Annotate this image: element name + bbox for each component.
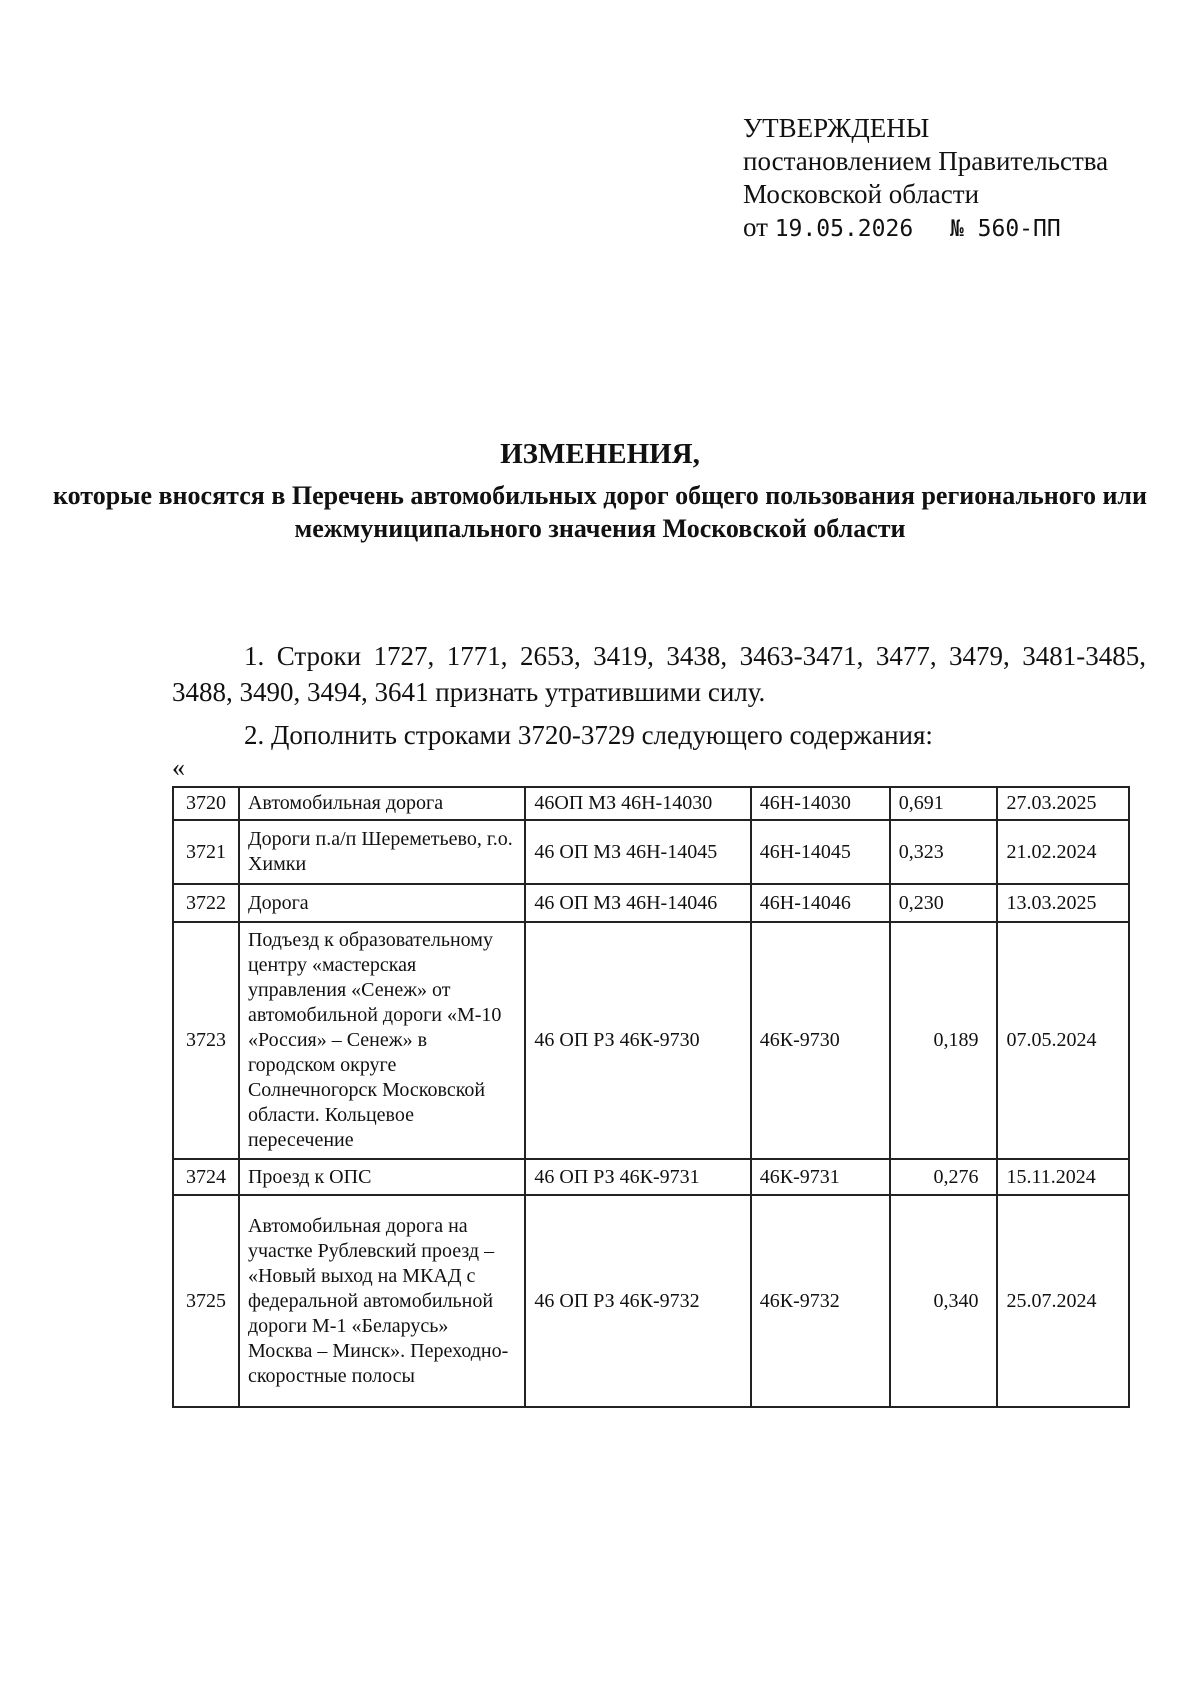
row-number: 3724 (173, 1159, 239, 1195)
road-name: Проезд к ОПС (239, 1159, 525, 1195)
road-name: Подъезд к образовательному центру «мастерская управления «Сенеж» от автомобильной дороги «М-10 «Россия» – Сенеж» в городском округе Солнечногорск Московской области. Кольцевое пересечение (239, 922, 525, 1159)
paragraph-1 (172, 638, 1146, 710)
road-date: 27.03.2025 (997, 787, 1129, 820)
paragraph-1-text: Строки 1727, 1771, 2653, 3419, 3438, 3463-3471, 3477, 3479, 3481-3485, 3488, 3490, 3494, 3641 признать утратившими силу. (172, 641, 1146, 707)
approval-line-1: УТВЕРЖДЕНЫ (743, 113, 930, 143)
approval-line-3: Московской области (743, 179, 980, 209)
table-row (173, 922, 1129, 1159)
approval-line-2: постановлением Правительства (743, 146, 1109, 176)
document-title: ИЗМЕНЕНИЯ, (500, 438, 700, 470)
road-id: 46ОП МЗ 46Н-14030 (525, 787, 750, 820)
road-id: 46 ОП МЗ 46Н-14046 (525, 884, 750, 922)
road-code: 46К-9731 (751, 1159, 890, 1195)
approval-date: 19.05.2026 (774, 216, 914, 242)
road-length: 0,230 (890, 884, 998, 922)
table-row (173, 787, 1129, 820)
table-row (173, 820, 1129, 884)
paragraph-1-number: 1. (244, 641, 265, 671)
document-subtitle (0, 479, 1200, 545)
road-code: 46К-9730 (751, 922, 890, 1159)
row-number: 3722 (173, 884, 239, 922)
opening-quote: « (172, 753, 185, 782)
table-row (173, 884, 1129, 922)
road-length: 0,276 (890, 1159, 998, 1195)
table-row (173, 1195, 1129, 1407)
road-id: 46 ОП МЗ 46Н-14045 (525, 820, 750, 884)
road-date: 25.07.2024 (997, 1195, 1129, 1407)
road-date: 07.05.2024 (997, 922, 1129, 1159)
road-code: 46Н-14030 (751, 787, 890, 820)
road-name: Дороги п.а/п Шереметьево, г.о. Химки (239, 820, 525, 884)
road-date: 13.03.2025 (997, 884, 1129, 922)
road-code: 46К-9732 (751, 1195, 890, 1407)
approval-date-prefix: от (743, 212, 768, 242)
road-date: 21.02.2024 (997, 820, 1129, 884)
road-id: 46 ОП РЗ 46К-9731 (525, 1159, 750, 1195)
road-name: Дорога (239, 884, 525, 922)
row-number: 3721 (173, 820, 239, 884)
road-id: 46 ОП РЗ 46К-9730 (525, 922, 750, 1159)
road-length: 0,340 (890, 1195, 998, 1407)
road-length: 0,691 (890, 787, 998, 820)
row-number: 3725 (173, 1195, 239, 1407)
paragraph-2: 2. Дополнить строками 3720-3729 следующего содержания: (244, 720, 933, 750)
road-name: Автомобильная дорога на участке Рублевский проезд – «Новый выход на МКАД с федеральной автомобильной дороги М-1 «Беларусь» Москва – Минск». Переходно-скоростные полосы (239, 1195, 525, 1407)
road-code: 46Н-14045 (751, 820, 890, 884)
road-id: 46 ОП РЗ 46К-9732 (525, 1195, 750, 1407)
table-row (173, 1159, 1129, 1195)
road-name: Автомобильная дорога (239, 787, 525, 820)
approval-stamp (743, 112, 1108, 246)
approval-number: № 560-ПП (949, 216, 1061, 242)
row-number: 3720 (173, 787, 239, 820)
approval-date-line (743, 211, 1108, 246)
road-length: 0,189 (890, 922, 998, 1159)
row-number: 3723 (173, 922, 239, 1159)
subtitle-text: которые вносятся в Перечень автомобильных дорог общего пользования регионального или межмуниципального значения Московской области (52, 481, 1147, 543)
road-code: 46Н-14046 (751, 884, 890, 922)
road-length: 0,323 (890, 820, 998, 884)
roads-table (172, 786, 1130, 1408)
road-date: 15.11.2024 (997, 1159, 1129, 1195)
